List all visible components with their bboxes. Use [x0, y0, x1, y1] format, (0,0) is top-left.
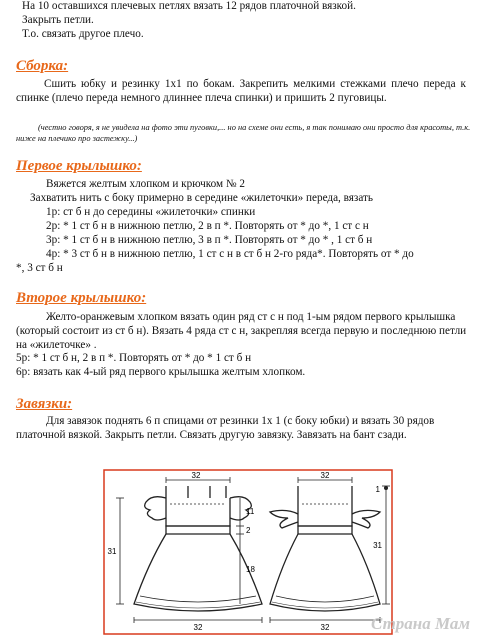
assembly-note: (честно говоря, я не увидела на фото эти пуговки,... но на схеме они есть, я так понимаю они просто для красоты, т.к. ниже на плечико про застежку...) [16, 123, 471, 143]
dress-pattern-diagram [100, 468, 396, 636]
intro-line-1: На 10 оставшихся плечевых петлях вязать 12 рядов платочной вязкой. [22, 0, 356, 12]
left-bottom-section-label: 18 [246, 565, 255, 574]
tie-marker-dot [384, 486, 388, 490]
left-top-section-label: 11 [246, 507, 255, 516]
wing1-row-3: 3р: * 1 ст б н в нижнюю петлю, 3 в п *. Повторять от * до * , 1 ст б н [46, 234, 373, 246]
left-dress-drawing [134, 486, 262, 611]
wing1-row-4b: *, 3 ст б н [16, 262, 63, 274]
wing2-row-6: 6р: вязать как 4-ый ряд первого крылышка желтым хлопком. [16, 366, 306, 378]
right-width-label: 32 [320, 623, 330, 632]
wing2-heading: Второе крылышко: [16, 290, 147, 306]
ties-heading: Завязки: [16, 396, 73, 412]
wing1-heading: Первое крылышко: [16, 158, 142, 174]
assembly-heading: Сборка: [16, 58, 69, 74]
wing1-line-1: Вяжется желтым хлопком и крючком № 2 [46, 178, 245, 190]
assembly-paragraph: Сшить юбку и резинку 1х1 по бокам. Закрепить мелкими стежками плечо переда к спинке (плечо переда немного длиннее плеча спинки) и пришить 2 пуговицы. [16, 78, 466, 104]
right-top-width-label: 32 [320, 471, 330, 480]
left-height-label: 31 [107, 547, 117, 556]
watermark-logo: Страна Мам [370, 614, 470, 633]
wing2-row-5: 5р: * 1 ст б н, 2 в п *. Повторять от * до * 1 ст б н [16, 352, 252, 364]
left-middle-section-label: 2 [246, 526, 251, 535]
right-dress-drawing [270, 486, 380, 611]
wing1-row-1: 1р: ст б н до середины «жилеточки» спинки [46, 206, 256, 218]
wing1-row-4a: 4р: * 3 ст б н в нижнюю петлю, 1 ст с н в ст б н 2-го ряда*. Повторять от * до [46, 248, 414, 260]
left-width-label: 32 [193, 623, 203, 632]
intro-line-2: Закрыть петли. [22, 14, 94, 26]
intro-line-3: Т.о. связать другое плечо. [22, 28, 144, 40]
left-top-width-label: 32 [191, 471, 201, 480]
wing2-paragraph: Желто-оранжевым хлопком вязать один ряд ст с н под 1-ым рядом первого крылышка (который состоит из ст б н). Вязать 4 ряда ст с н, закрепляя всегда первую и последнюю петли на «жилеточке» . [16, 311, 467, 351]
right-height-label: 31 [373, 541, 382, 550]
ties-paragraph: Для завязок поднять 6 п спицами от резинки 1х 1 (с боку юбки) и вязать 30 рядов платочной вязкой. Закрыть петли. Связать другую завязку. Завязать на бант сзади. [16, 415, 435, 441]
wing1-row-2: 2р: * 1 ст б н в нижнюю петлю, 2 в п *. Повторять от * до *, 1 ст с н [46, 220, 369, 232]
right-tie-label: 1 [375, 485, 380, 494]
wing1-line-2: Захватить нить с боку примерно в середине «жилеточки» переда, вязать [30, 192, 374, 204]
